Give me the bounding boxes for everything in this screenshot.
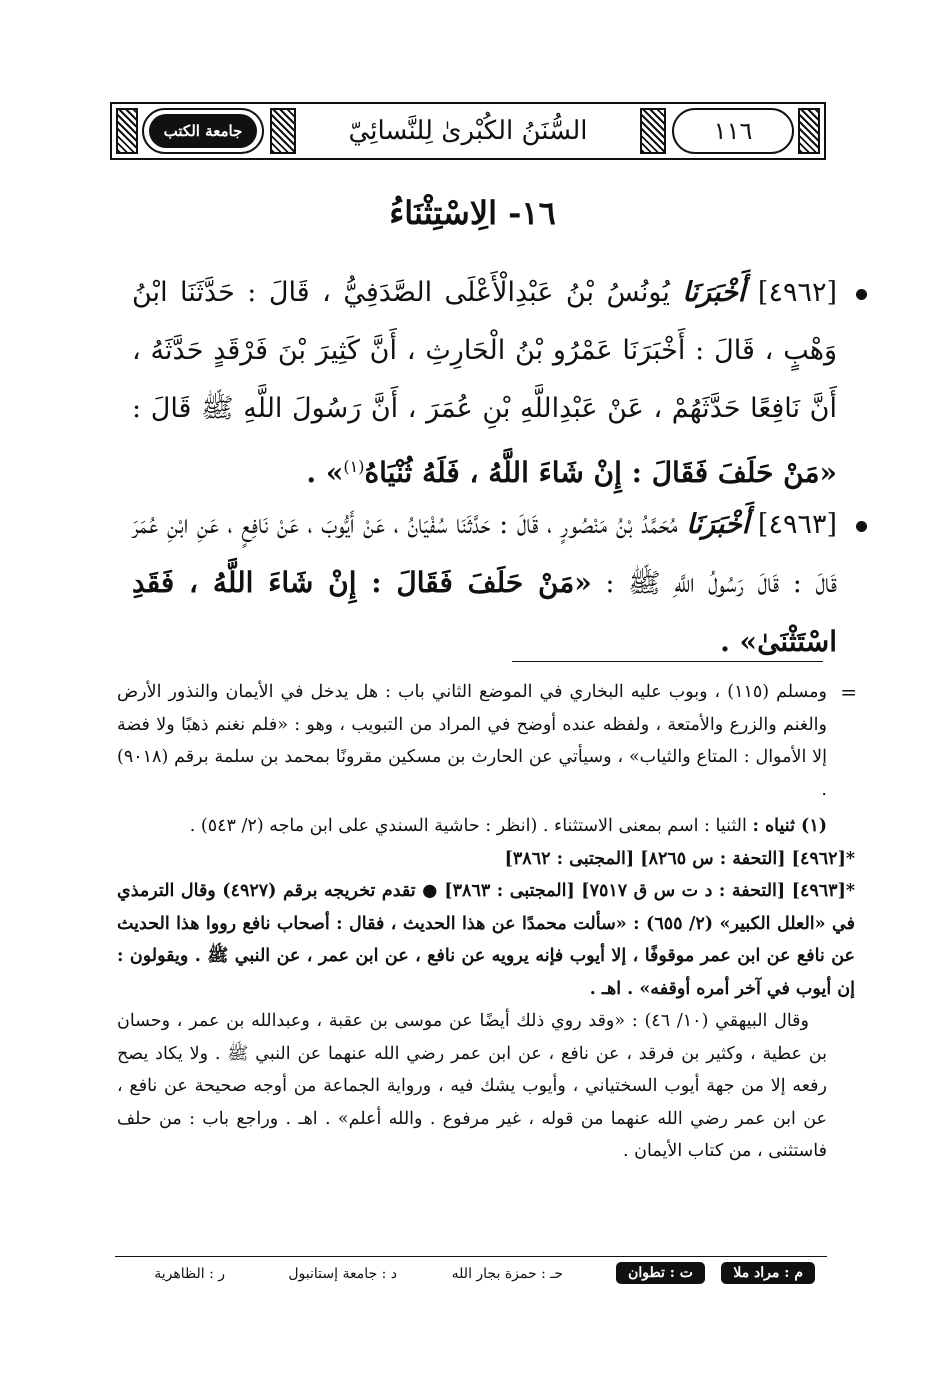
continuation-mark: = [840,680,857,704]
hadith-ending: » . [720,625,758,658]
siglum-badge: ت : تطوان [616,1262,705,1284]
ornament-icon [640,108,666,154]
bullet-icon [856,521,867,532]
hadith-chain: يُونُسُ بْنُ عَبْدِالْأَعْلَى الصَّدَفِيُّ ، قَالَ : حَدَّثَنَا ابْنُ وَهْبٍ ، قَالَ : أَخْبَرَنَا عَمْرُو بْنُ الْحَارِثِ ، أَنَّ كَثِيرَ بْنَ فَرْقَدٍ حَدَّثَهُ ، أَنَّ نَافِعًا حَدَّثَهُمْ ، عَنْ عَبْدِاللَّهِ بْنِ عُمَرَ ، أَنَّ رَسُولَ اللَّهِ ﷺ قَالَ : [132,277,837,424]
manuscript-sigla [120,1262,825,1292]
footnote-ref[interactable]: (١) [343,457,365,476]
hadith-text: «مَنْ حَلَفَ فَقَالَ : إِنْ شَاءَ اللَّهُ ، فَلَهُ ثُنْيَاهُ [364,456,837,489]
page-number: ١١٦ [672,108,794,154]
reference-4963-head: *[٤٩٦٣] [التحفة : د ت س ق ٧٥١٧] [المجتبى : ٣٨٦٣] [444,881,856,901]
publisher-logo [142,108,264,154]
siglum: ر : الظاهرية [154,1266,225,1282]
hadith-chain: مُحَمَّدُ بْنُ مَنْصُورٍ ، قَالَ : حَدَّثَنَا سُفْيَانُ ، عَنْ أَيُّوبَ ، عَنْ نَافِعٍ ، عَنِ ابْنِ عُمَرَ قَالَ : قَالَ رَسُولُ اللَّهِ ﷺ : [132,509,837,599]
reference-4963-body: ● تقدم تخريجه برقم (٤٩٢٧) وقال الترمذي في «العلل الكبير» (٢/ ٦٥٥) : «سألت محمدًا عن هذا الحديث ، فقال : أصحاب نافع رووا هذا الحديث عن نافع عن ابن عمر موقوفًا ، إلا أيوب فإنه يرويه عن نافع ، عن ابن عمر ، عن النبي ﷺ . ويقولون : إن أيوب في آخر أمره أوقفه» . اهـ . [117,881,855,999]
footnotes [117,676,857,1168]
bottom-rule [115,1256,827,1257]
hadith-opening: أَخْبَرَنَا [686,509,750,540]
logo-text: جامعة الكتب [149,114,257,148]
chapter-title: ١٦- الِاسْتِثْنَاءُ [389,194,556,232]
reference-4963 [117,875,855,1005]
ornament-icon [798,108,820,154]
footnote-1-text: الثنيا : اسم بمعنى الاستثناء . (انظر : حاشية السندي على ابن ماجه (٢/ ٥٤٣) . [189,816,747,836]
page-header [110,102,826,160]
siglum: د : جامعة إستانبول [288,1266,397,1282]
hadith-entry [132,496,837,672]
ornament-icon [116,108,138,154]
hadith-number: [٤٩٦٣] [757,509,837,540]
hadith-entry [132,264,837,503]
siglum: حـ : حمزة بجار الله [451,1266,563,1282]
footnote-1 [117,810,827,843]
hadith-number: [٤٩٦٢] [757,277,837,308]
hadith-ending: » . [306,456,344,489]
reference-4962: *[٤٩٦٢] [التحفة : س ٨٢٦٥] [المجتبى : ٣٨٦٢] [504,848,855,869]
hadith-opening: أَخْبَرَنَا [682,277,746,308]
ornament-icon [270,108,296,154]
bullet-icon [856,289,867,300]
siglum-badge: م : مراد ملا [721,1262,815,1284]
book-title: السُّنَنُ الكُبْرىٰ لِلنَّسائِيّ [348,116,588,146]
hadith-text: «مَنْ حَلَفَ فَقَالَ : إِنْ شَاءَ اللَّهُ ، فَقَدِ اسْتَثْنَىٰ [132,566,837,658]
footnote-separator [512,661,823,662]
footnote-1-label: (١) ثنياه : [752,816,827,836]
footnote-continuation: ومسلم (١١٥) ، وبوب عليه البخاري في الموضع الثاني باب : هل يدخل في الأيمان والنذور الأرض والغنم والزرع والأمتعة ، ولفظه عنده أوضح في المراد من التبويب ، وهو : «فلم نغنم ذهبًا ولا فضة إلا الأموال : المتاع والثياب» ، وسيأتي عن الحارث بن مسكين مقرونًا بمحمد بن سلمة برقم (٩٠١٨) . [117,682,827,800]
bayhaqi-note: وقال البيهقي (١٠/ ٤٦) : «وقد روي ذلك أيضًا عن موسى بن عقبة ، وعبدالله بن عمر ، وحسان بن عطية ، وكثير بن فرقد ، عن نافع ، عن ابن عمر رضي الله عنهما عن النبي ﷺ . ولا يكاد يصح رفعه إلا من جهة أيوب السختياني ، وأيوب يشك فيه ، ورواية الجماعة من أوجه صحيحة عن نافع ، عن ابن عمر رضي الله عنهما من قوله ، غير مرفوع . والله أعلم» . اهـ . وراجع باب : من حلف فاستثنى ، من كتاب الأيمان . [117,1011,827,1161]
